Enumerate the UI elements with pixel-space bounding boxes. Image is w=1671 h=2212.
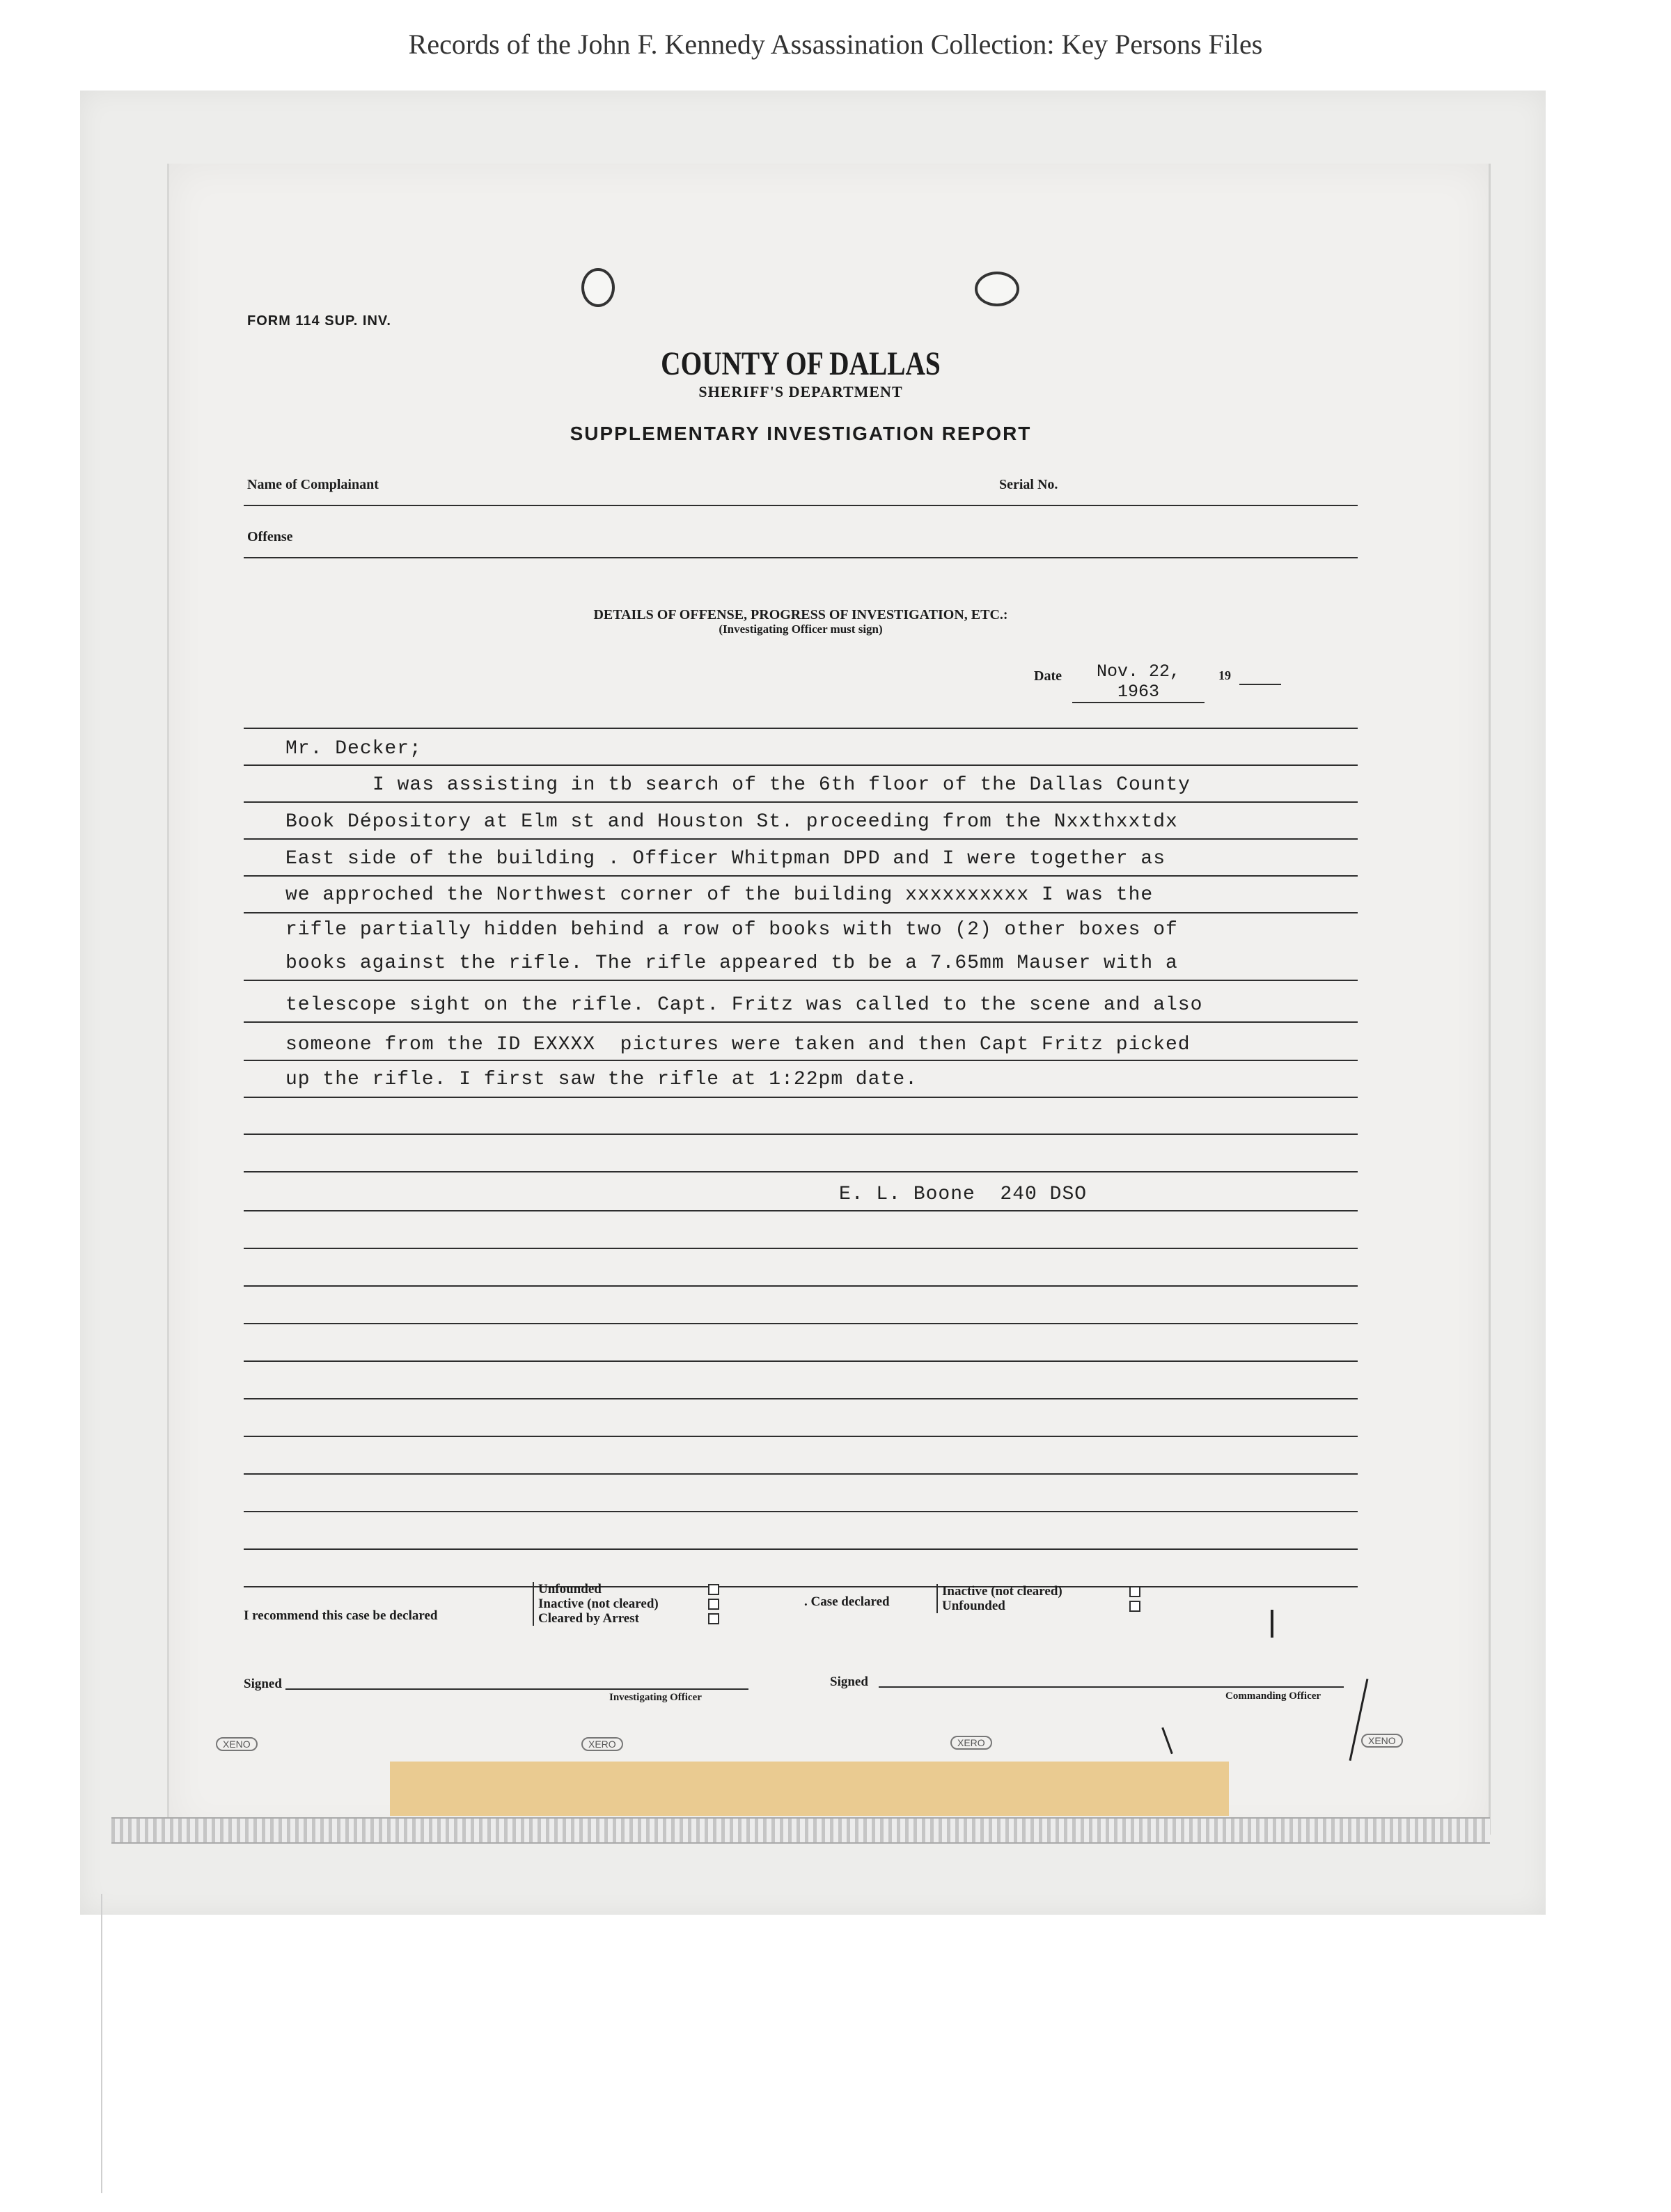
investigating-signature-line[interactable] — [285, 1688, 748, 1690]
checkbox[interactable] — [708, 1613, 719, 1624]
offense-label: Offense — [247, 529, 293, 544]
collection-header: Records of the John F. Kennedy Assassination Collection: Key Persons Files — [408, 29, 1263, 60]
case-declared-label: . Case declared — [804, 1594, 890, 1609]
ruled-line — [244, 1360, 1358, 1362]
xerox-stamp: XENO — [216, 1737, 258, 1751]
ruled-line — [244, 1436, 1358, 1437]
offense-rule — [244, 557, 1358, 558]
checkbox[interactable] — [708, 1584, 719, 1595]
complainant-label: Name of Complainant — [247, 477, 379, 492]
report-line: we approched the Northwest corner of the building xxxxxxxxxx I was the — [285, 884, 1154, 906]
report-line: I was assisting in tb search of the 6th floor of the Dallas County — [372, 774, 1191, 796]
report-line: East side of the building . Officer Whitpman DPD and I were together as — [285, 848, 1166, 870]
county-title: COUNTY OF DALLAS — [661, 345, 941, 382]
complainant-rule — [244, 505, 1358, 506]
recommend-label: I recommend this case be declared — [244, 1608, 438, 1623]
commanding-officer-label: Commanding Officer — [1225, 1691, 1321, 1702]
checkbox[interactable] — [1129, 1586, 1140, 1597]
ruled-line — [244, 1134, 1358, 1135]
checkbox[interactable] — [1129, 1601, 1140, 1612]
xerox-stamp: XERO — [950, 1736, 992, 1750]
report-line: Book Dépository at Elm st and Houston St. proceeding from the Nxxthxxtdx — [285, 811, 1178, 833]
ruled-line — [244, 801, 1358, 803]
handwritten-mark — [1161, 1727, 1173, 1755]
ruled-line — [244, 1586, 1358, 1587]
punch-hole-left — [581, 268, 615, 307]
xerox-stamp: XENO — [1361, 1734, 1403, 1748]
signed-label-right: Signed — [830, 1674, 868, 1689]
report-line: up the rifle. I first saw the rifle at 1:22pm date. — [285, 1069, 918, 1090]
ruled-line — [244, 1210, 1358, 1211]
report-title: SUPPLEMENTARY INVESTIGATION REPORT — [570, 423, 1032, 444]
typed-signature: E. L. Boone 240 DSO — [839, 1184, 1088, 1205]
ruled-line — [244, 1285, 1358, 1287]
serial-label: Serial No. — [999, 477, 1058, 492]
investigation-report-form — [209, 244, 1396, 1810]
date-tail-rule — [1239, 684, 1281, 685]
option-unfounded — [942, 1599, 1140, 1613]
page-crease — [101, 1894, 102, 2193]
ruled-line — [244, 912, 1358, 913]
date-rule — [244, 728, 1358, 729]
ruled-line — [244, 1021, 1358, 1023]
option-unfounded — [538, 1582, 719, 1597]
ruled-line — [244, 1060, 1358, 1061]
details-heading: DETAILS OF OFFENSE, PROGRESS OF INVESTIGATION, ETC.: — [593, 607, 1008, 622]
punch-hole-right — [975, 272, 1019, 306]
option-label: Unfounded — [538, 1582, 602, 1597]
bottom-binding-strip — [111, 1817, 1490, 1844]
ruled-line — [244, 1097, 1358, 1098]
option-label: Inactive (not cleared) — [942, 1584, 1062, 1599]
ruled-line — [244, 1548, 1358, 1550]
checkbox[interactable] — [708, 1599, 719, 1610]
date-suffix: 19 — [1218, 668, 1231, 682]
report-line: someone from the ID EXXXX pictures were taken and then Capt Fritz picked — [285, 1034, 1191, 1056]
signed-label-left: Signed — [244, 1677, 282, 1691]
ruled-line — [244, 1473, 1358, 1475]
ruled-line — [244, 1398, 1358, 1399]
option-cleared — [538, 1611, 719, 1626]
ruled-line — [244, 764, 1358, 766]
xerox-stamp: XERO — [581, 1737, 623, 1751]
option-label: Unfounded — [942, 1599, 1005, 1613]
date-value: Nov. 22, 1963 — [1072, 661, 1205, 703]
form-number: FORM 114 SUP. INV. — [247, 313, 391, 329]
date-label: Date — [1034, 668, 1062, 684]
investigating-officer-label: Investigating Officer — [609, 1692, 702, 1703]
ruled-line — [244, 1171, 1358, 1172]
handwritten-mark — [1349, 1679, 1369, 1761]
report-line: books against the rifle. The rifle appeared tb be a 7.65mm Mauser with a — [285, 952, 1178, 974]
option-label: Cleared by Arrest — [538, 1611, 639, 1626]
salutation: Mr. Decker; — [285, 738, 422, 760]
handwritten-mark — [1271, 1610, 1273, 1638]
report-line: telescope sight on the rifle. Capt. Fritz was called to the scene and also — [285, 994, 1203, 1016]
option-inactive — [942, 1584, 1140, 1599]
department-title: SHERIFF'S DEPARTMENT — [698, 383, 903, 400]
ruled-line — [244, 1323, 1358, 1324]
ruled-line — [244, 1248, 1358, 1249]
ruled-line — [244, 1511, 1358, 1512]
case-options — [936, 1584, 1140, 1613]
option-inactive — [538, 1597, 719, 1611]
ruled-line — [244, 875, 1358, 877]
details-note: (Investigating Officer must sign) — [719, 622, 883, 636]
commanding-signature-line[interactable] — [879, 1686, 1344, 1688]
report-line: rifle partially hidden behind a row of books with two (2) other boxes of — [285, 919, 1178, 941]
recommend-options — [533, 1582, 719, 1626]
ruled-line — [244, 980, 1358, 981]
option-label: Inactive (not cleared) — [538, 1597, 659, 1611]
ruled-line — [244, 838, 1358, 840]
